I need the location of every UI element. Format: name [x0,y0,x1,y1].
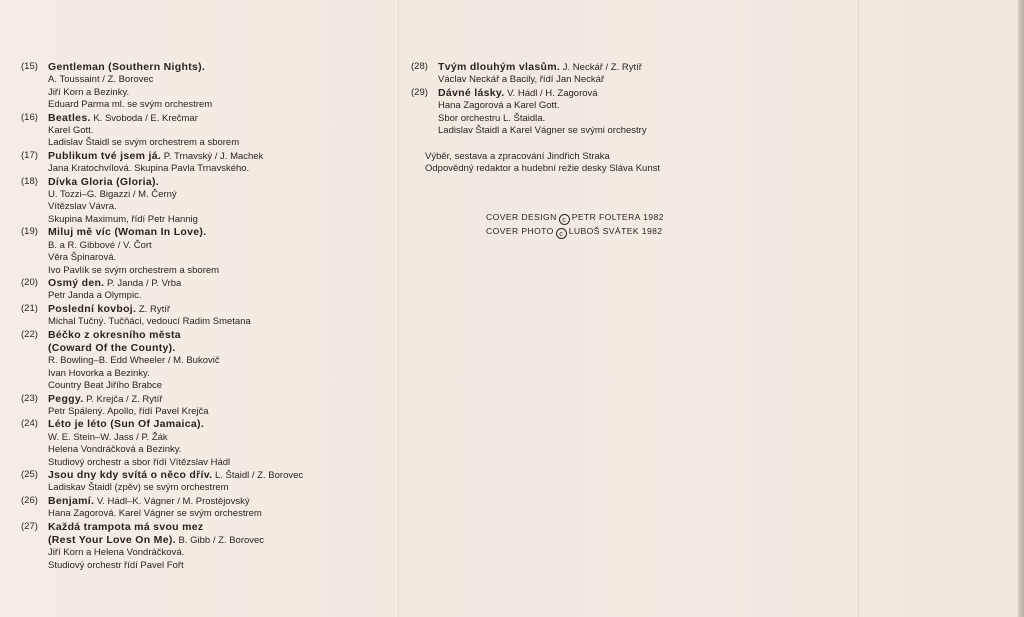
track-credit-line: Skupina Maximum, řídí Petr Hannig [48,213,198,225]
track-number: (23) [21,392,38,404]
track-authors: P. Krejča / Z. Rytíř [86,393,163,405]
track-number: (29) [411,86,428,98]
track-title: Léto je léto (Sun Of Jamaica). [48,418,205,431]
copyright-icon: c [559,214,570,225]
track-entry [21,61,391,112]
track-title: Poslední kovboj. [48,302,137,315]
track-number: (28) [411,61,428,72]
track-credit-line: U. Tozzi–G. Bigazzi / M. Černý [48,189,177,201]
track-number: (18) [21,175,38,187]
track-heading [48,303,391,316]
track-credit-line: Hana Zagorová a Karel Gott. [438,100,560,112]
track-credit-line: Petr Janda a Olympic. [48,290,142,302]
track-entry [21,469,391,495]
track-entry [21,418,391,469]
track-number: (20) [21,276,38,288]
track-credit-line: A. Toussaint / Z. Borovec [48,74,154,86]
track-number: (25) [21,469,38,480]
track-heading [48,469,391,482]
track-credit-line: Michal Tučný. Tučňáci, vedoucí Radim Smetana [48,316,251,328]
cover-photo-label: COVER PHOTO [486,226,554,236]
track-credit-line: Jiří Korn a Helena Vondráčková. [48,547,185,559]
track-credit-line: Country Beat Jiřího Brabce [48,380,163,392]
track-number: (19) [21,226,38,238]
track-number: (16) [21,111,38,123]
track-number: (15) [21,61,38,72]
track-heading [48,495,391,508]
track-title: Benjamí. [48,494,95,507]
track-number: (24) [21,418,38,430]
tracklist-right [411,61,751,137]
cover-design-name: PETR FOLTERA 1982 [571,212,664,222]
track-heading-cont [48,534,391,547]
track-title: Jsou dny kdy svítá o něco dřív. [48,469,213,481]
track-heading [48,277,391,290]
track-title: Dávné lásky. [438,86,505,99]
track-entry [21,112,391,150]
track-authors: K. Svoboda / E. Krečmar [93,112,198,124]
paper-edge [1018,0,1024,617]
track-credit-line: Ladiskav Štaidl (zpěv) se svým orchestrem [48,482,229,494]
track-number: (26) [21,494,38,506]
track-credit-line: Ivo Pavlík se svým orchestrem a sborem [48,264,220,276]
track-credit-line: Sbor orchestru L. Štaidla. [438,112,546,124]
track-number: (21) [21,302,38,314]
track-title: Osmý den. [48,276,105,289]
copyright-icon: c [556,228,567,239]
track-entry [21,329,391,393]
track-credit-line: Helena Vondráčková a Bezinky. [48,444,182,456]
track-entry [21,495,391,521]
track-heading [48,226,391,239]
track-entry [411,61,751,87]
track-authors: V. Hádl–K. Vágner / M. Prostějovský [96,495,250,507]
track-title: Dívka Gloria (Gloria). [48,175,160,188]
track-credit-line: Věra Špinarová. [48,252,117,264]
tracklist-left [21,61,391,572]
track-title: Peggy. [48,392,84,405]
track-entry [411,87,751,138]
track-entry [21,303,391,329]
cover-design-line [486,211,664,225]
fold-line [858,0,859,617]
track-heading [438,61,751,74]
track-authors: J. Neckář / Z. Rytíř [562,62,642,73]
track-credit-line: Vítězslav Vávra. [48,201,117,213]
track-entry [21,521,391,573]
track-authors: V. Hádl / H. Zagorová [507,87,598,99]
track-heading [48,329,391,342]
track-entry [21,176,391,227]
track-title: Miluj mě víc (Woman In Love). [48,226,207,239]
track-credit-line: R. Bowling–B. Edd Wheeler / M. Bukovič [48,355,220,367]
track-number: (17) [21,149,38,161]
track-authors: P. Trnavský / J. Machek [163,150,264,162]
track-credit-line: Václav Neckář a Bacily, řídí Jan Neckář [438,74,605,86]
track-credit-line: W. E. Stein–W. Jass / P. Žák [48,431,168,443]
track-credit-line: Karel Gott. [48,125,94,137]
track-credit-line: Ivan Hovorka a Bezinky. [48,367,150,379]
track-credit-line: Hana Zagorová. Karel Vágner se svým orchestrem [48,508,262,520]
track-credit-line: Studiový orchestr a sbor řídí Vítězslav Hádl [48,456,231,468]
track-credit-line: Ladislav Štaidl se svým orchestrem a sborem [48,137,240,149]
track-entry [21,226,391,277]
track-title: Tvým dlouhým vlasům. [438,61,561,73]
track-title-cont: (Coward Of the County). [48,341,176,354]
track-title: Gentleman (Southern Nights). [48,61,206,73]
track-heading [48,112,391,125]
track-title: Béčko z okresního města [48,328,181,341]
track-entry [21,277,391,303]
credits-line: Výběr, sestava a zpracování Jindřich Straka [425,151,610,162]
credits-line: Odpovědný redaktor a hudební režie desky Sláva Kunst [425,163,661,175]
track-heading [48,150,391,163]
track-credit-line: B. a R. Gibbové / V. Čort [48,239,152,251]
track-heading [48,393,391,406]
track-heading-cont [48,342,391,355]
track-heading [48,61,391,74]
track-credit-line: Jana Kratochvílová. Skupina Pavla Trnavského. [48,163,250,175]
track-authors: L. Štaidl / Z. Borovec [214,470,304,481]
track-authors: B. Gibb / Z. Borovec [178,535,265,547]
track-credit-line: Petr Spálený. Apollo, řídí Pavel Krejča [48,405,209,417]
track-number: (27) [21,520,38,532]
track-number: (22) [21,328,38,340]
track-credit-line: Studiový orchestr řídí Pavel Fořt [48,559,184,571]
track-entry [21,150,391,176]
track-title-cont: (Rest Your Love On Me). [48,534,176,547]
track-title: Každá trampota má svou mez [48,520,204,533]
cover-design-label: COVER DESIGN [486,212,557,222]
track-heading [48,521,391,534]
track-authors: Z. Rytíř [138,303,171,315]
track-heading [48,418,391,431]
cover-photo-name: LUBOŠ SVÁTEK 1982 [568,226,663,236]
track-credit-line: Jiří Korn a Bezinky. [48,86,130,98]
track-title: Beatles. [48,111,91,124]
cover-photo-line [486,225,664,239]
fold-line [398,0,399,617]
production-credits [425,151,660,176]
track-credit-line: Eduard Parma ml. se svým orchestrem [48,99,213,111]
track-heading [438,87,751,100]
cover-credits [486,211,664,239]
track-heading [48,176,391,189]
track-credit-line: Ladislav Štaidl a Karel Vágner se svými orchestry [438,125,647,137]
track-authors: P. Janda / P. Vrba [107,277,182,289]
track-entry [21,393,391,419]
track-title: Publikum tvé jsem já. [48,149,162,162]
